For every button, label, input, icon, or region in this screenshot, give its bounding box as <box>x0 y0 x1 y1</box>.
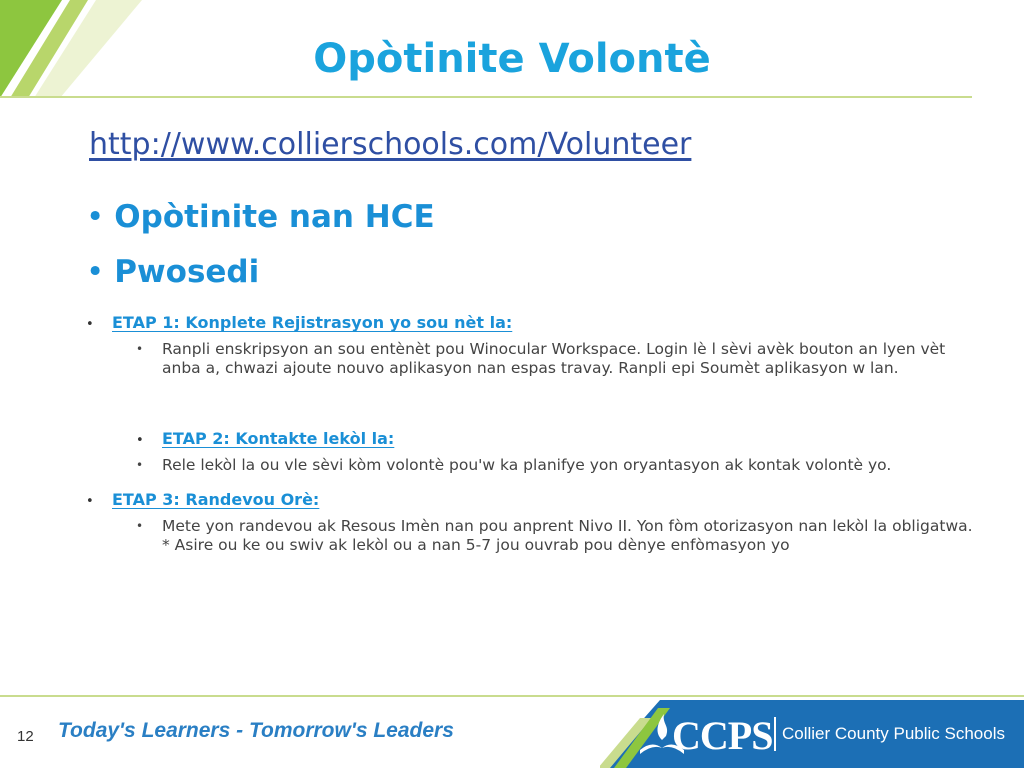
bullet-marker: • <box>136 342 144 356</box>
organization-name: Collier County Public Schools <box>782 724 1005 743</box>
footer-tagline: Today's Learners - Tomorrow's Leaders <box>58 719 454 742</box>
slide-title: Opòtinite Volontè <box>313 36 711 82</box>
bullet-procedure <box>86 254 259 290</box>
bullet-marker: • <box>136 433 144 448</box>
logo-divider <box>774 717 776 751</box>
step-3-heading <box>86 490 319 509</box>
step-1-label: ETAP 1: Konplete Rejistrasyon yo sou nèt la: <box>112 313 513 332</box>
footer-divider <box>0 695 1024 697</box>
page-number: 12 <box>17 728 34 745</box>
bullet-text: Opòtinite nan HCE <box>114 199 435 235</box>
bullet-marker: • <box>86 494 94 509</box>
step-2-detail-text: Rele lekòl la ou vle sèvi kòm volontè pou'w ka planifye yon oryantasyon ak kontak volontè yo. <box>162 456 892 474</box>
step-3-label: ETAP 3: Randevou Orè: <box>112 490 320 509</box>
bullet-text: Pwosedi <box>114 254 260 290</box>
step-2-heading <box>136 429 394 448</box>
bullet-marker: • <box>86 317 94 332</box>
bullet-marker: • <box>86 199 105 235</box>
ccps-logo-text: CCPS <box>672 713 773 758</box>
title-divider <box>0 96 972 98</box>
bullet-opportunities <box>86 199 435 235</box>
bullet-marker: • <box>86 254 105 290</box>
step-3-detail <box>136 517 976 555</box>
step-2-detail <box>136 456 976 475</box>
step-2-label: ETAP 2: Kontakte lekòl la: <box>162 429 395 448</box>
bullet-marker: • <box>136 458 144 472</box>
bullet-marker: • <box>136 519 144 533</box>
step-1-detail <box>136 340 976 378</box>
step-3-detail-text: Mete yon randevou ak Resous Imèn nan pou anprent Nivo II. Yon fòm otorizasyon nan lekòl la obligatwa. * Asire ou ke ou swiv ak lekòl ou a nan 5-7 jou ouvrab pou dènye enfòmasyon yo <box>162 517 973 554</box>
step-1-detail-text: Ranpli enskripsyon an sou entènèt pou Winocular Workspace. Login lè l sèvi avèk bouton an lyen vèt anba a, chwazi ajoute nouvo aplikasyon nan espas travay. Ranpli epi Soumèt aplikasyon w lan. <box>162 340 946 377</box>
volunteer-link[interactable]: http://www.collierschools.com/Volunteer <box>89 127 692 162</box>
step-1-heading <box>86 313 512 332</box>
